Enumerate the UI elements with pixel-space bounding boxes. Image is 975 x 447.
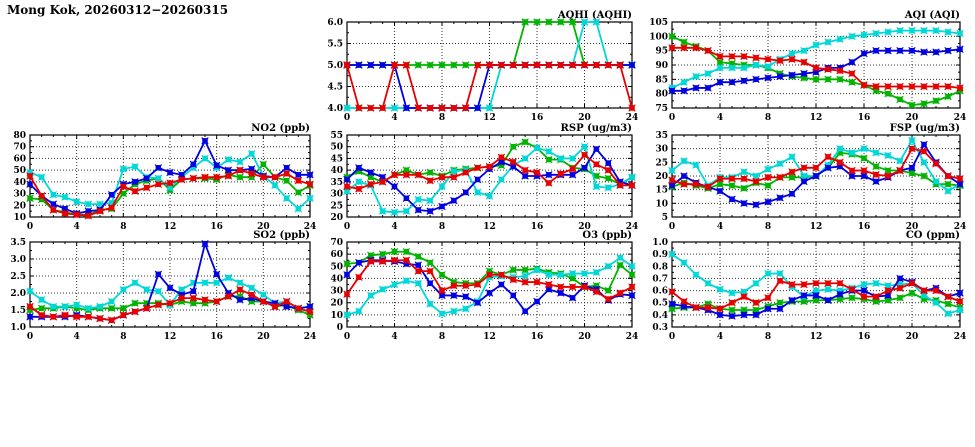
x-tick-label: 24 <box>953 222 967 232</box>
x-tick-label: 20 <box>905 113 919 123</box>
x-tick-label: 4 <box>716 113 724 123</box>
x-tick-label: 0 <box>668 332 676 342</box>
x-tick-label: 20 <box>257 332 270 342</box>
x-tick-label: 0 <box>668 222 676 232</box>
y-tick-label: 50 <box>330 262 343 273</box>
y-tick-label: 3.5 <box>10 238 26 248</box>
y-tick-label: 25 <box>655 158 668 169</box>
x-tick-label: 20 <box>578 113 591 123</box>
y-tick-label: 95 <box>655 46 668 57</box>
y-tick-label: 1.0 <box>10 323 26 333</box>
y-tick-label: 5.0 <box>327 61 343 71</box>
x-tick-label: 20 <box>257 222 270 232</box>
x-tick-label: 24 <box>303 332 317 342</box>
x-tick-label: 4 <box>716 222 724 232</box>
y-tick-label: 10 <box>655 199 668 210</box>
y-tick-label: 25 <box>330 201 343 212</box>
y-tick-label: 0 <box>336 323 343 333</box>
chart-co <box>652 230 966 342</box>
x-tick-label: 0 <box>668 113 676 123</box>
y-tick-label: 0.3 <box>652 323 668 333</box>
x-tick-label: 8 <box>764 332 772 342</box>
x-tick-label: 8 <box>120 222 127 232</box>
x-tick-label: 0 <box>343 332 351 342</box>
y-tick-label: 85 <box>655 75 668 86</box>
y-tick-label: 0.6 <box>652 286 668 297</box>
x-tick-label: 20 <box>578 222 591 232</box>
x-tick-label: 24 <box>625 332 639 342</box>
y-tick-label: 35 <box>655 131 668 141</box>
y-tick-label: 30 <box>655 144 668 155</box>
x-tick-label: 8 <box>438 222 446 232</box>
y-tick-label: 50 <box>330 142 343 153</box>
y-tick-label: 3.0 <box>10 255 26 265</box>
x-tick-label: 4 <box>391 113 398 123</box>
chart-title-so2: SO2 (ppb) <box>253 230 310 241</box>
x-tick-label: 12 <box>809 222 823 232</box>
y-tick-label: 55 <box>330 131 343 141</box>
x-tick-label: 12 <box>483 222 496 232</box>
y-tick-label: 0.8 <box>652 262 668 273</box>
x-tick-label: 16 <box>857 332 871 342</box>
y-tick-label: 6.0 <box>327 18 343 28</box>
x-tick-label: 0 <box>26 332 34 342</box>
chart-rsp <box>330 123 638 232</box>
x-tick-label: 12 <box>809 332 823 342</box>
y-tick-label: 50 <box>13 166 26 177</box>
y-tick-label: 105 <box>649 18 668 28</box>
x-tick-label: 20 <box>905 332 919 342</box>
x-tick-label: 4 <box>716 332 724 342</box>
y-tick-label: 1.5 <box>10 306 26 316</box>
page-title: Mong Kok, 20260312−20260315 <box>7 3 229 17</box>
y-tick-label: 45 <box>330 154 343 165</box>
x-tick-label: 0 <box>343 222 351 232</box>
x-tick-label: 16 <box>857 113 871 123</box>
y-tick-label: 30 <box>330 189 343 200</box>
y-tick-label: 80 <box>655 89 668 100</box>
y-tick-label: 15 <box>655 185 668 196</box>
x-tick-label: 20 <box>905 222 919 232</box>
y-tick-label: 35 <box>330 177 343 188</box>
x-tick-label: 16 <box>530 222 544 232</box>
y-tick-label: 20 <box>330 298 343 309</box>
x-tick-label: 24 <box>953 113 967 123</box>
y-tick-label: 0.4 <box>652 310 668 321</box>
chart-fsp <box>655 123 966 232</box>
x-tick-label: 12 <box>163 332 177 342</box>
x-tick-label: 16 <box>210 222 223 232</box>
x-tick-label: 12 <box>163 222 177 232</box>
y-tick-label: 75 <box>655 104 668 114</box>
y-tick-label: 0.7 <box>652 274 668 285</box>
y-tick-label: 0.5 <box>652 298 668 309</box>
chart-title-no2: NO2 (ppb) <box>251 123 310 134</box>
x-tick-label: 24 <box>953 332 967 342</box>
x-tick-label: 24 <box>625 222 639 232</box>
y-tick-label: 60 <box>13 154 26 165</box>
y-tick-label: 70 <box>330 238 343 248</box>
y-tick-label: 90 <box>655 61 668 71</box>
chart-no2 <box>13 123 316 232</box>
chart-aqhi <box>327 10 638 123</box>
x-tick-label: 12 <box>809 113 823 123</box>
y-tick-label: 40 <box>330 166 343 177</box>
y-tick-label: 70 <box>13 142 26 153</box>
chart-title-rsp: RSP (ug/m3) <box>560 123 632 134</box>
chart-title-co: CO (ppm) <box>905 230 960 241</box>
x-tick-label: 16 <box>210 332 223 342</box>
chart-title-aqhi: AQHI (AQHI) <box>557 10 632 21</box>
y-tick-label: 40 <box>330 274 343 285</box>
x-tick-label: 8 <box>438 113 446 123</box>
y-tick-label: 1.0 <box>652 238 668 248</box>
chart-so2 <box>10 230 316 342</box>
x-tick-label: 24 <box>303 222 317 232</box>
x-tick-label: 12 <box>483 332 496 342</box>
y-tick-label: 30 <box>330 286 343 297</box>
chart-title-fsp: FSP (ug/m3) <box>889 123 960 134</box>
y-tick-label: 10 <box>330 310 343 321</box>
chart-title-o3: O3 (ppb) <box>582 230 632 241</box>
y-tick-label: 5.5 <box>327 39 343 50</box>
y-tick-label: 10 <box>13 213 26 223</box>
y-tick-label: 0.9 <box>652 250 668 261</box>
y-tick-label: 20 <box>13 201 26 212</box>
y-tick-label: 100 <box>649 32 668 43</box>
x-tick-label: 20 <box>578 332 591 342</box>
x-tick-label: 24 <box>625 113 639 123</box>
y-tick-label: 2.0 <box>10 289 26 299</box>
x-tick-label: 0 <box>26 222 34 232</box>
x-tick-label: 4 <box>391 222 398 232</box>
y-tick-label: 20 <box>655 172 668 182</box>
x-tick-label: 0 <box>343 113 351 123</box>
y-tick-label: 40 <box>13 177 26 188</box>
x-tick-label: 8 <box>120 332 127 342</box>
y-tick-label: 30 <box>13 189 26 200</box>
y-tick-label: 4.0 <box>327 104 343 114</box>
x-tick-label: 16 <box>857 222 871 232</box>
chart-title-aqi: AQI (AQI) <box>904 10 960 21</box>
x-tick-label: 16 <box>530 332 544 342</box>
chart-aqi <box>649 10 966 123</box>
x-tick-label: 16 <box>530 113 544 123</box>
x-tick-label: 8 <box>438 332 446 342</box>
x-tick-label: 12 <box>483 113 496 123</box>
y-tick-label: 60 <box>330 250 343 261</box>
x-tick-label: 4 <box>73 332 80 342</box>
x-tick-label: 4 <box>73 222 80 232</box>
y-tick-label: 20 <box>330 213 343 223</box>
y-tick-label: 2.5 <box>10 272 26 282</box>
x-tick-label: 8 <box>764 222 772 232</box>
y-tick-label: 5 <box>661 213 668 223</box>
chart-o3 <box>330 230 638 342</box>
x-tick-label: 8 <box>764 113 772 123</box>
x-tick-label: 4 <box>391 332 398 342</box>
y-tick-label: 4.5 <box>327 82 343 93</box>
y-tick-label: 80 <box>13 131 26 141</box>
